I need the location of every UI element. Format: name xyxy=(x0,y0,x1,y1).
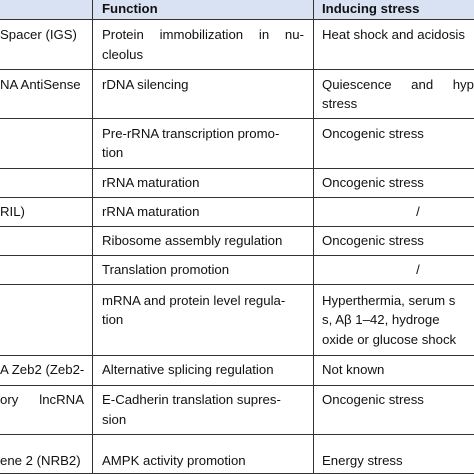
row-divider xyxy=(0,19,474,20)
row-name: RIL) xyxy=(0,204,25,219)
row-stress: Not known xyxy=(322,362,385,377)
row-divider xyxy=(0,226,474,227)
row-function-cont: tion xyxy=(102,312,124,327)
row-function-cont: sion xyxy=(102,412,127,427)
row-function-cont: cleolus xyxy=(102,47,144,62)
row-function: Translation promotion xyxy=(102,262,230,277)
row-name: ory lncRNA xyxy=(0,392,84,407)
row-name: NA AntiSense xyxy=(0,77,81,92)
row-stress: Quiescence and hyp xyxy=(322,77,474,92)
row-stress: Oncogenic stress xyxy=(322,175,424,190)
row-stress-cont: oxide or glucose shock xyxy=(322,332,457,347)
row-name: Spacer (IGS) xyxy=(0,27,77,42)
row-divider xyxy=(0,168,474,169)
row-stress: Oncogenic stress xyxy=(322,126,424,141)
header-function: Function xyxy=(102,1,158,16)
row-divider xyxy=(0,255,474,256)
row-stress: Energy stress xyxy=(322,453,403,468)
row-divider xyxy=(0,434,474,435)
row-divider xyxy=(0,69,474,70)
row-name: A Zeb2 (Zeb2- xyxy=(0,362,85,377)
row-divider xyxy=(0,355,474,356)
row-function-cont: tion xyxy=(102,145,124,160)
row-stress: / xyxy=(416,204,420,219)
row-divider xyxy=(0,385,474,386)
row-name: ene 2 (NRB2) xyxy=(0,453,81,468)
row-function: Ribosome assembly regulation xyxy=(102,233,283,248)
column-divider xyxy=(313,0,314,474)
row-function: E-Cadherin translation supres- xyxy=(102,392,281,407)
row-stress: Heat shock and acidosis xyxy=(322,27,465,42)
row-function: mRNA and protein level regula- xyxy=(102,293,286,308)
row-divider xyxy=(0,284,474,285)
row-stress-cont: s, Aβ 1–42, hydroge xyxy=(322,312,440,327)
row-divider xyxy=(0,197,474,198)
row-stress-cont: stress xyxy=(322,96,358,111)
row-stress: Hyperthermia, serum s xyxy=(322,293,456,308)
row-function: rDNA silencing xyxy=(102,77,189,92)
row-stress: Oncogenic stress xyxy=(322,233,424,248)
row-function: AMPK activity promotion xyxy=(102,453,246,468)
column-divider xyxy=(92,0,93,474)
header-inducing-stress: Inducing stress xyxy=(322,1,420,16)
row-function: Pre-rRNA transcription promo- xyxy=(102,126,280,141)
row-divider xyxy=(0,118,474,119)
row-function: rRNA maturation xyxy=(102,175,200,190)
row-stress: / xyxy=(416,262,420,277)
row-function: Protein immobilization in nu- xyxy=(102,27,304,42)
row-stress: Oncogenic stress xyxy=(322,392,424,407)
row-function: Alternative splicing regulation xyxy=(102,362,274,377)
row-function: rRNA maturation xyxy=(102,204,200,219)
